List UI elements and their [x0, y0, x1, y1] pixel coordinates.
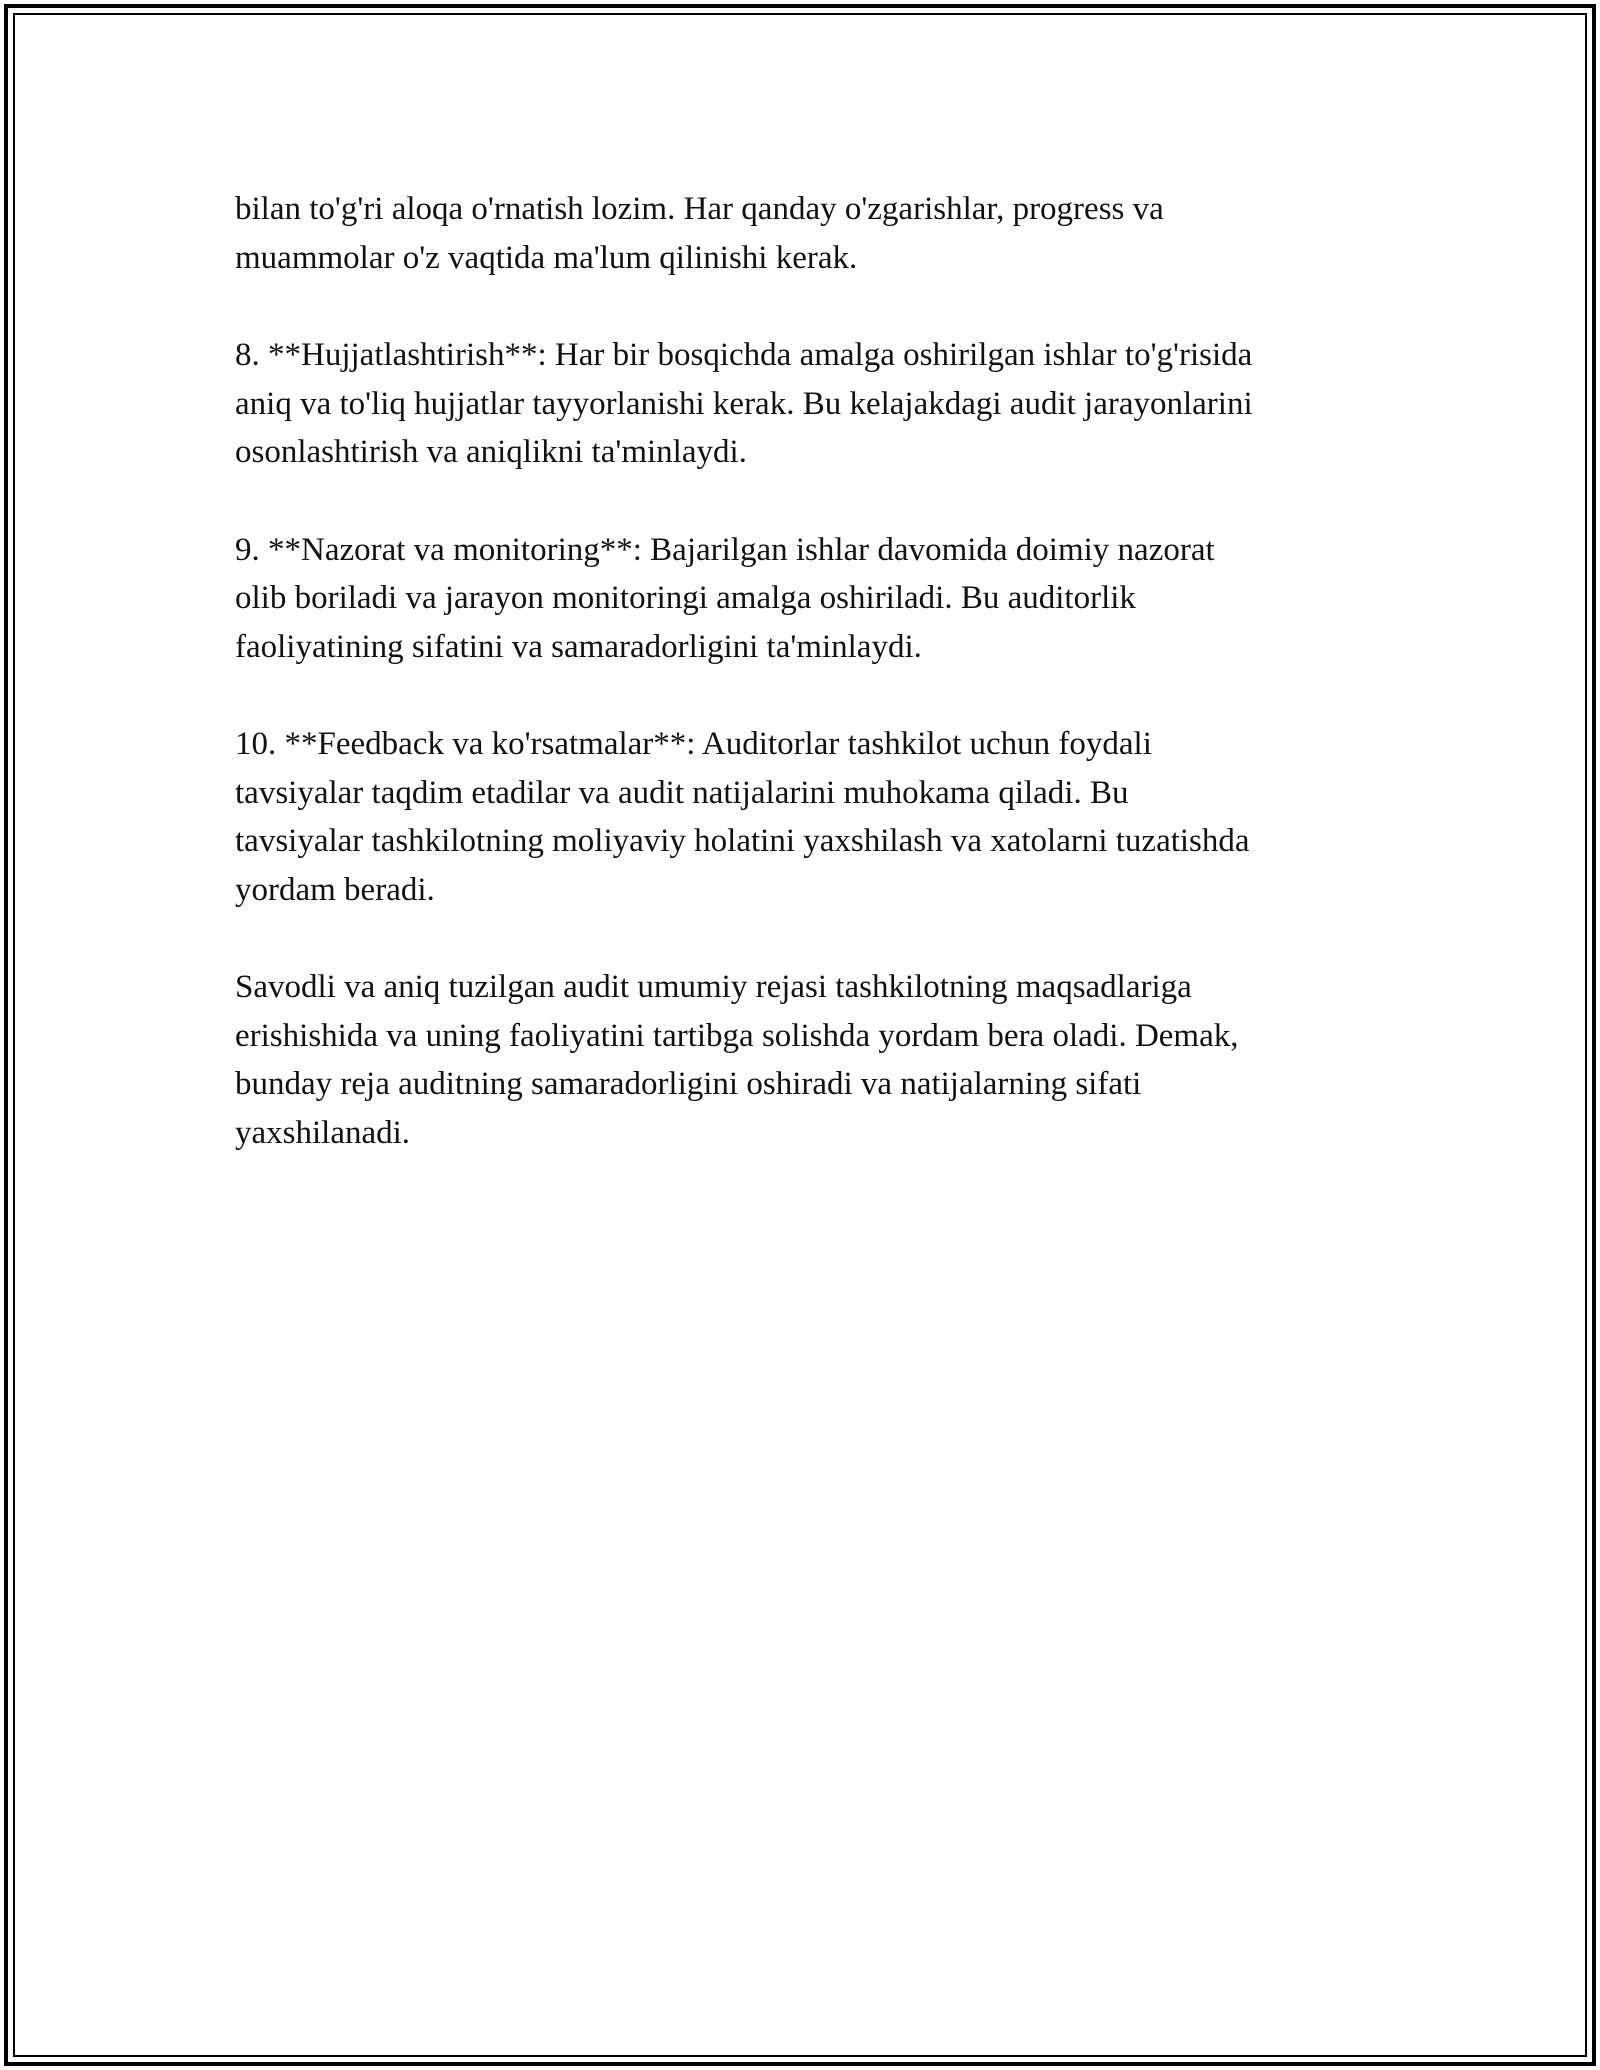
paragraph-conclusion: Savodli va aniq tuzilgan audit umumiy rejasi tashkilotning maqsadlariga erishishida va uning faoliyatini tartibga solishda yordam bera oladi. Demak, bunday reja auditning samaradorligini oshiradi va natijalarning sifati yaxshilanadi.: [235, 969, 1239, 1151]
paragraph-item-10: 10. **Feedback va ko'rsatmalar**: Auditorlar tashkilot uchun foydali tavsiyalar taqdim etadilar va audit natijalarini muhokama qiladi. Bu tavsiyalar tashkilotning moliyaviy holatini yaxshilash va xatolarni tuzatishda yordam beradi.: [235, 726, 1250, 908]
paragraph-continuation: bilan to'g'ri aloqa o'rnatish lozim. Har qanday o'zgarishlar, progress va muammolar o'z vaqtida ma'lum qilinishi kerak.: [235, 191, 1164, 276]
paragraph-item-8: 8. **Hujjatlashtirish**: Har bir bosqichda amalga oshirilgan ishlar to'g'risida aniq va to'liq hujjatlar tayyorlanishi kerak. Bu kelajakdagi audit jarayonlarini osonlashtirish va aniqlikni ta'minlaydi.: [235, 337, 1253, 470]
document-body: [235, 185, 1395, 1206]
paragraph-item-9: 9. **Nazorat va monitoring**: Bajarilgan ishlar davomida doimiy nazorat olib boriladi va jarayon monitoringi amalga oshiriladi. Bu auditorlik faoliyatining sifatini va samaradorligini ta'minlaydi.: [235, 531, 1215, 665]
